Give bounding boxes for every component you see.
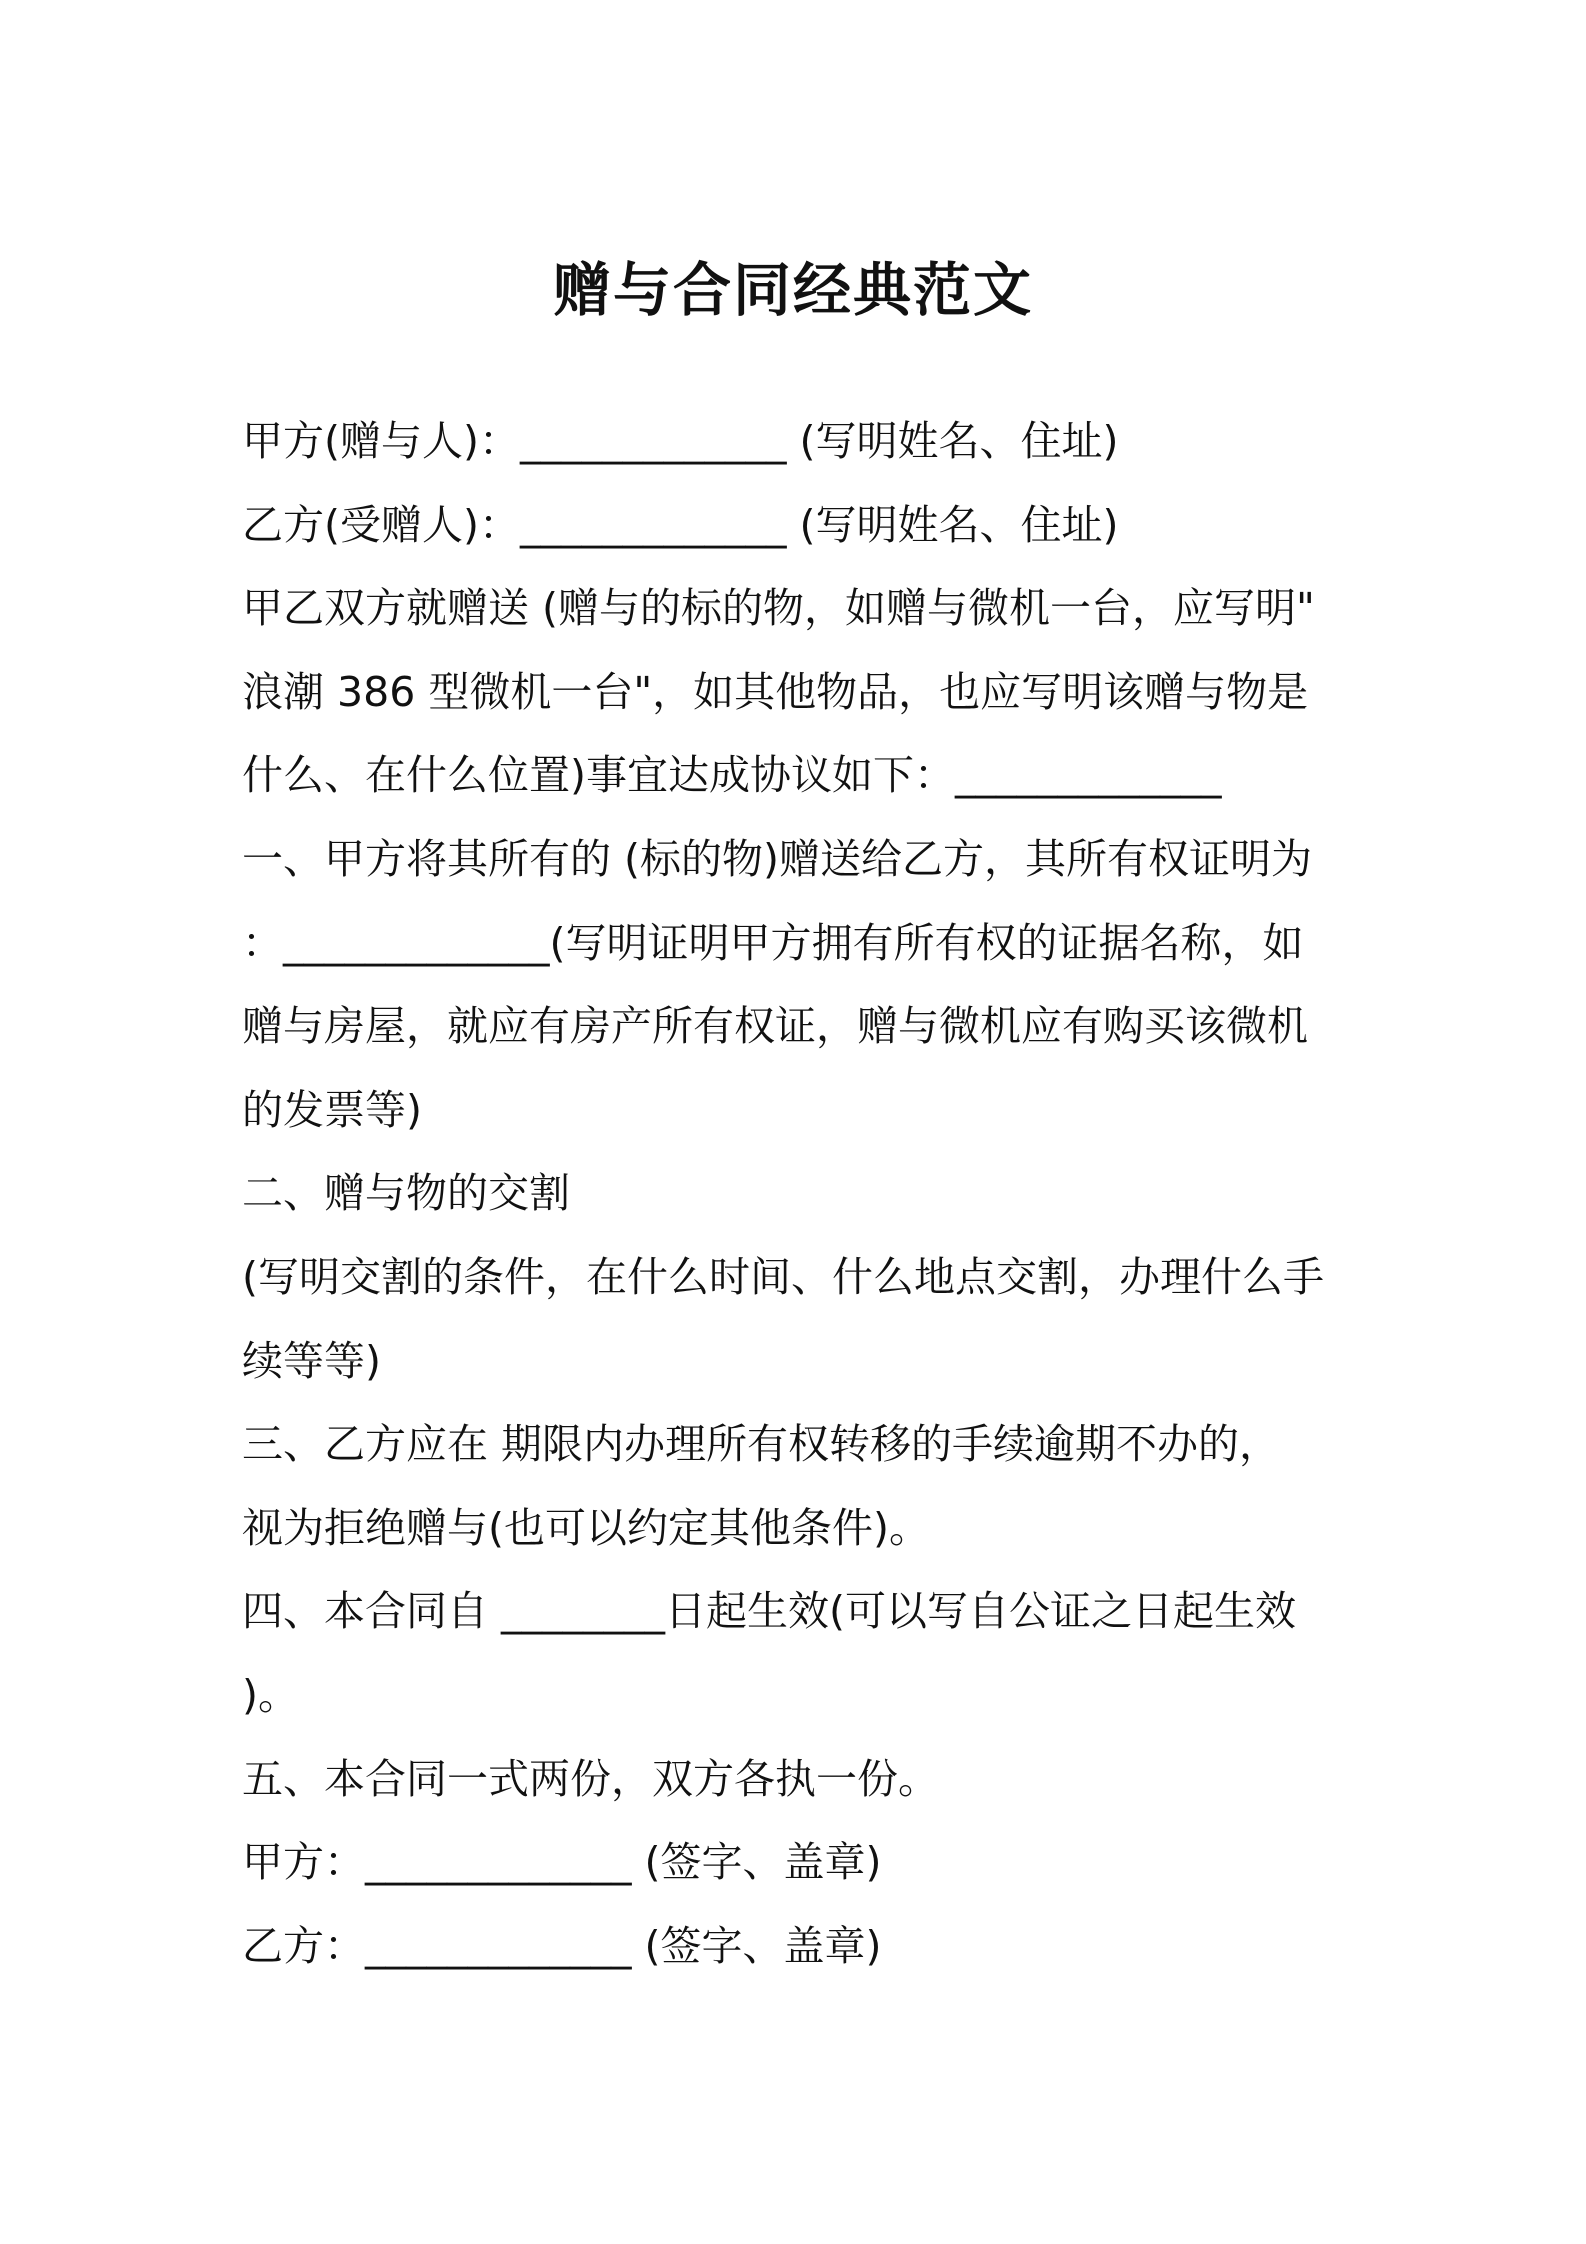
document-title: 赠与合同经典范文 [552,256,1033,324]
party-a-line: 甲方(赠与人)：_____________ (写明姓名、住址) [242,417,1119,465]
clause-3-line-2: 视为拒绝赠与(也可以约定其他条件)。 [242,1503,930,1552]
document-body [242,400,1362,1988]
clause-3-line-1: 三、乙方应在 期限内办理所有权转移的手续逾期不办的， [242,1420,1281,1469]
party-a-signature-line: 甲方：_____________ (签字、盖章) [242,1838,882,1887]
clause-1-line-4: 的发票等) [242,1085,422,1134]
clause-1-line-1: 一、甲方将其所有的 (标的物)赠送给乙方，其所有权证明为 [242,834,1313,883]
agreement-intro-line-3: 什么、在什么位置)事宜达成协议如下：_____________ [242,751,1222,800]
clause-2-line-2: 续等等) [242,1336,381,1385]
clause-2-line-1: (写明交割的条件，在什么时间、什么地点交割，办理什么手 [242,1252,1324,1301]
agreement-intro-line-1: 甲乙双方就赠送 (赠与的标的物，如赠与微机一台，应写明" [242,584,1315,633]
agreement-intro-line-2: 浪潮 386 型微机一台"，如其他物品，也应写明该赠与物是 [242,667,1309,716]
clause-1-line-3: 赠与房屋，就应有房产所有权证，赠与微机应有购买该微机 [242,1002,1308,1051]
clause-2-heading: 二、赠与物的交割 [242,1169,570,1218]
party-b-signature-line: 乙方：_____________ (签字、盖章) [242,1921,882,1970]
clause-1-line-2: ：_____________(写明证明甲方拥有所有权的证据名称，如 [242,918,1304,967]
clause-4-line-1: 四、本合同自 ________日起生效(可以写自公证之日起生效 [242,1587,1297,1636]
clause-5-line: 五、本合同一式两份，双方各执一份。 [242,1754,939,1803]
party-b-line: 乙方(受赠人)：_____________ (写明姓名、住址) [242,500,1119,549]
clause-4-line-2: )。 [242,1670,299,1719]
